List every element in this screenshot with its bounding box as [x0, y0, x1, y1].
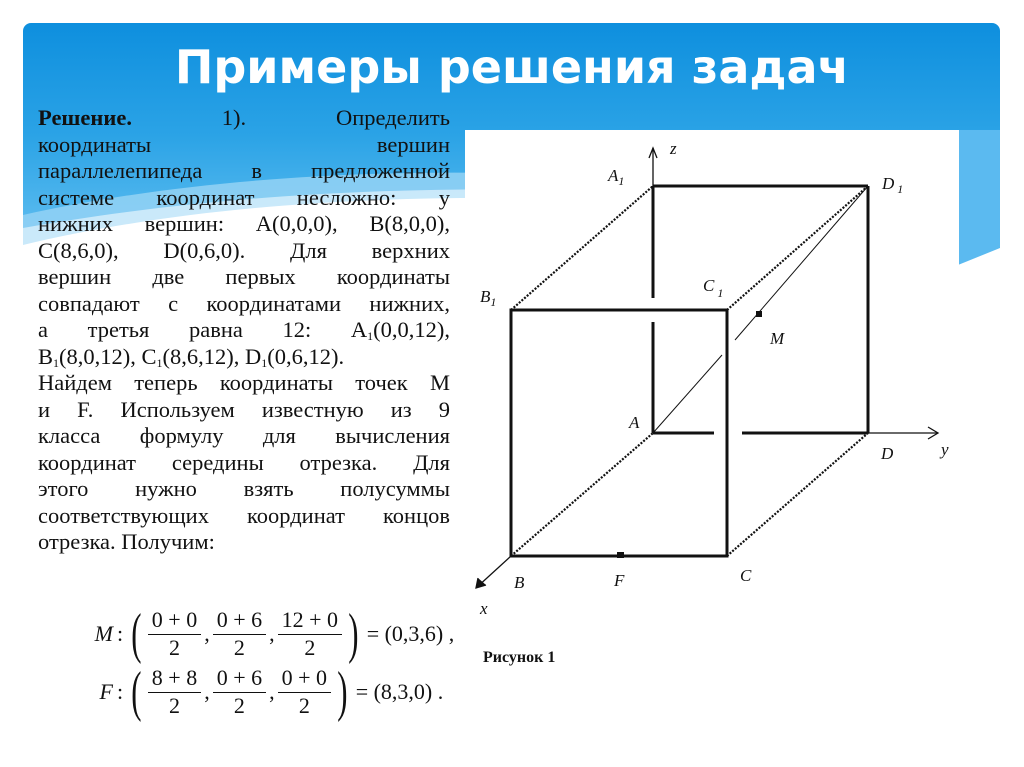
- colon: :: [117, 621, 124, 646]
- text-line: соответствующих координат концов: [38, 502, 450, 528]
- svg-text:D: D: [881, 444, 894, 463]
- text-line: вершин две первых координаты: [38, 264, 450, 289]
- svg-text:C: C: [740, 566, 752, 585]
- formula-result: = (8,3,0) .: [355, 679, 444, 704]
- step-number: 1).: [221, 105, 247, 130]
- vertex-d1-coords: $D_1(0,6,12)$.: [245, 343, 345, 370]
- svg-text:B1: $B_1$: [480, 287, 497, 309]
- text-line: Найдем теперь координаты точек M: [38, 370, 450, 395]
- text-line: и F. Используем известную из 9: [38, 396, 450, 422]
- svg-text:z: z: [670, 139, 677, 158]
- left-paren: (: [131, 661, 142, 723]
- oblique-edges: [511, 186, 868, 556]
- fraction: $\frac{0 + 0}{2}$: [148, 608, 201, 661]
- comma: ,: [204, 679, 210, 704]
- fraction: $\frac{0 + 6}{2}$: [213, 608, 266, 661]
- text-line: координат середины отрезка. Для: [38, 449, 450, 475]
- text-line: отрезка. Получим:: [38, 529, 215, 554]
- solid-edges: [511, 186, 868, 556]
- formula-variable: M: [94, 621, 113, 646]
- svg-text:F: F: [614, 571, 625, 590]
- point-f-marker: [617, 552, 624, 558]
- comma: ,: [269, 621, 275, 646]
- vertex-c1-coords: $C_1(8,6,12)$,: [141, 343, 240, 370]
- svg-text:A1: $A_1$: [608, 166, 625, 188]
- comma: ,: [204, 621, 210, 646]
- colon: :: [117, 679, 124, 704]
- svg-text:B: B: [514, 573, 525, 592]
- right-paren: ): [337, 661, 348, 723]
- formula-result: = (0,3,6) ,: [366, 621, 455, 646]
- right-paren: ): [348, 603, 359, 665]
- fraction: $\frac{8 + 8}{2}$: [148, 666, 201, 719]
- fraction: $\frac{12 + 0}{2}$: [278, 608, 342, 661]
- fraction: $\frac{0 + 6}{2}$: [213, 666, 266, 719]
- text-line: класса формулу для вычисления: [38, 423, 450, 448]
- text-line: нижних вершин: A(0,0,0), B(8,0,0),: [38, 211, 450, 236]
- point-m-marker: [756, 311, 762, 317]
- vertex-b1-coords: $B_1(8,0,12)$,: [38, 343, 136, 370]
- svg-text:y: y: [941, 440, 949, 459]
- text-line-upper-a1: а третья равна 12: $A_1(0,0,12)$,: [38, 317, 451, 343]
- svg-text:A: A: [629, 413, 640, 432]
- text-line: параллелепипеда в предложенной: [38, 158, 450, 183]
- text-line: совпадают с координатами нижних,: [38, 290, 450, 316]
- fraction: $\frac{0 + 0}{2}$: [278, 666, 331, 719]
- slide-title: Примеры решения задач: [174, 40, 850, 94]
- text-line: C(8,6,0), D(0,6,0). Для верхних: [38, 237, 450, 263]
- svg-text:C1: C $_1$: [703, 276, 724, 300]
- vertex-a1-coords: $A_1(0,0,12)$,: [350, 317, 451, 343]
- solution-line-1: Решение. 1). Определить: [38, 105, 450, 130]
- text-line: этого нужно взять полусуммы: [38, 476, 450, 501]
- text-line: системе координат несложно: у: [38, 184, 450, 210]
- solution-heading: Решение.: [38, 105, 132, 130]
- vertex-labels: [479, 139, 949, 618]
- comma: ,: [269, 679, 275, 704]
- figure-caption: Рисунок 1: [483, 649, 556, 666]
- svg-text:M: M: [770, 329, 785, 348]
- text-line: координаты вершин: [38, 131, 450, 157]
- svg-text:x: x: [480, 599, 488, 618]
- svg-text:D1: D $_1$: [882, 174, 904, 196]
- formula-variable: F: [99, 679, 113, 704]
- left-paren: (: [131, 603, 142, 665]
